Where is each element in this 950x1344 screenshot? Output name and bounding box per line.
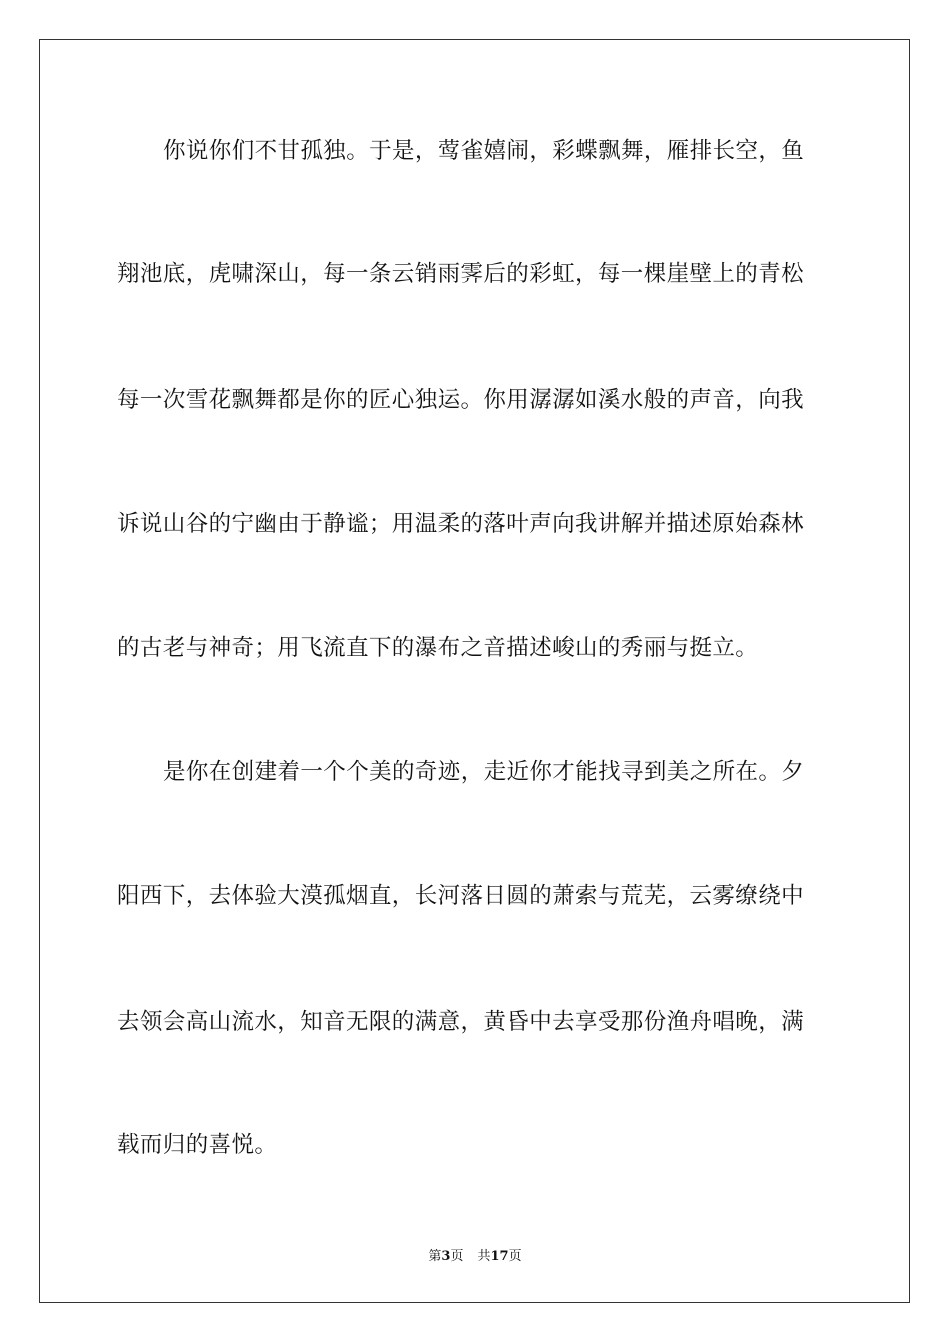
paragraph-1-line-4: 诉说山谷的宁幽由于静谧；用温柔的落叶声向我讲解并描述原始森林 xyxy=(117,511,805,537)
page-footer xyxy=(0,1248,950,1266)
page-number: 3 xyxy=(441,1249,451,1264)
paragraph-1-line-5: 的古老与神奇；用飞流直下的瀑布之音描述峻山的秀丽与挺立。 xyxy=(117,635,759,661)
page-prefix: 第 xyxy=(428,1249,442,1264)
paragraph-1-line-3: 每一次雪花飘舞都是你的匠心独运。你用潺潺如溪水般的声音，向我 xyxy=(117,387,805,413)
total-pages: 17 xyxy=(490,1249,509,1264)
page-suffix: 页 xyxy=(450,1249,464,1264)
total-suffix: 页 xyxy=(508,1249,522,1264)
total-prefix: 共 xyxy=(477,1249,491,1264)
paragraph-2-line-4: 载而归的喜悦。 xyxy=(117,1132,278,1158)
page-border xyxy=(39,39,910,1303)
paragraph-2-line-1: 是你在创建着一个个美的奇迹，走近你才能找寻到美之所在。夕 xyxy=(163,759,805,785)
paragraph-2-line-3: 去领会高山流水，知音无限的满意，黄昏中去享受那份渔舟唱晚，满 xyxy=(117,1009,805,1035)
paragraph-2-line-2: 阳西下，去体验大漠孤烟直，长河落日圆的萧索与荒芜，云雾缭绕中 xyxy=(117,883,805,909)
paragraph-1-line-2: 翔池底，虎啸深山，每一条云销雨霁后的彩虹，每一棵崖壁上的青松 xyxy=(117,261,805,287)
paragraph-1-line-1: 你说你们不甘孤独。于是，莺雀嬉闹，彩蝶飘舞，雁排长空，鱼 xyxy=(163,138,805,164)
